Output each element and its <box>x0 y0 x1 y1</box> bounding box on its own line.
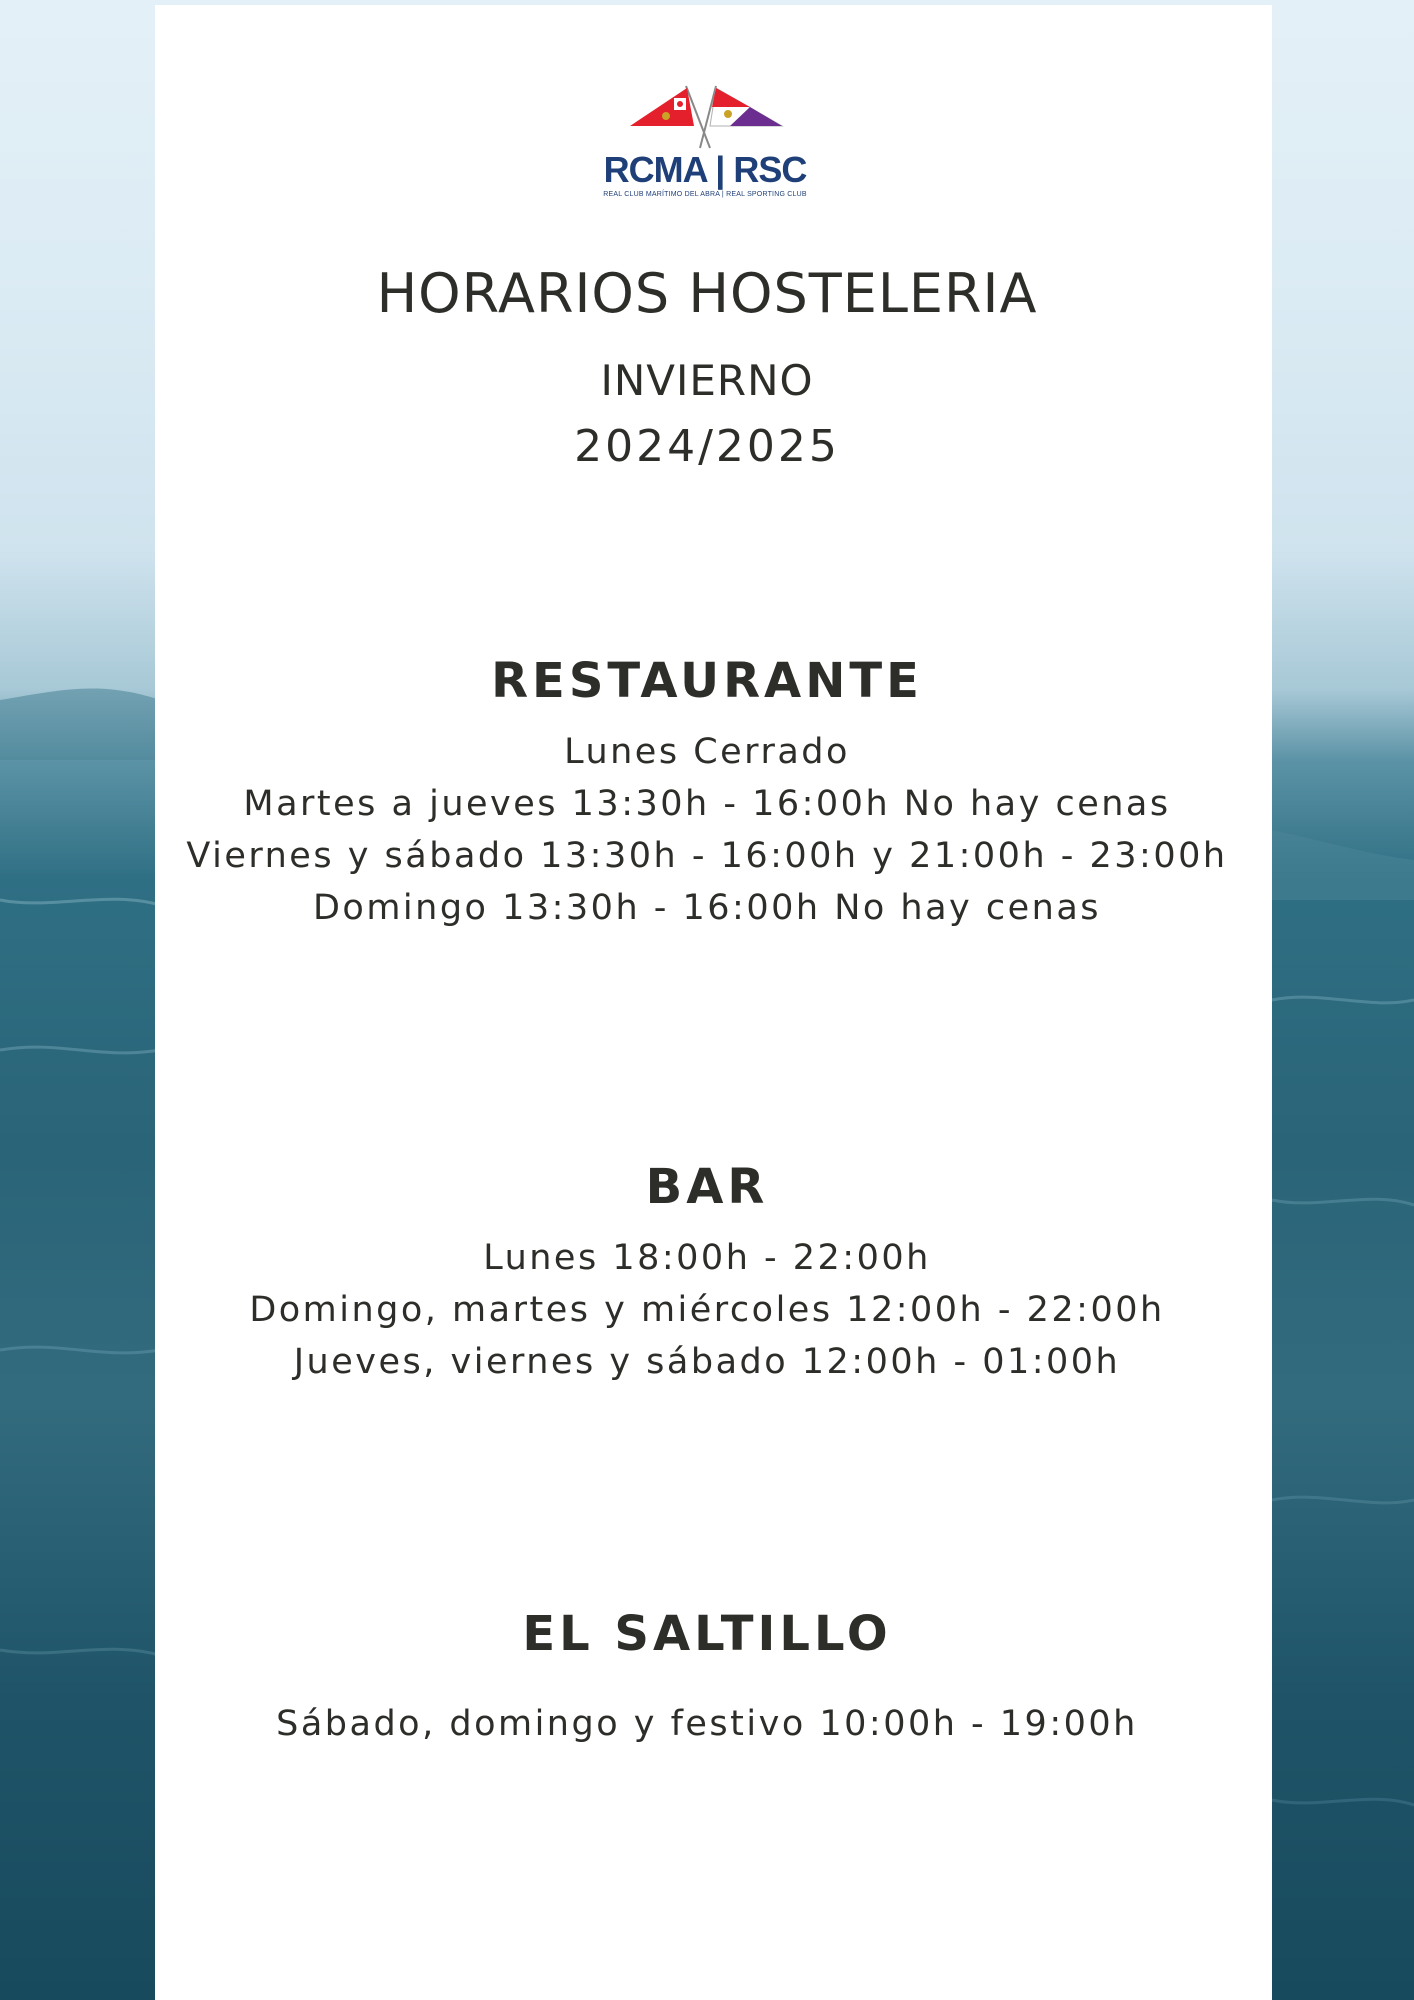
logo-wordmark: RCMA | RSC <box>603 149 807 190</box>
section-title-restaurante: RESTAURANTE <box>491 653 923 709</box>
club-logo <box>600 78 810 206</box>
schedule-line: Jueves, viernes y sábado 12:00h - 01:00h <box>293 1342 1121 1382</box>
schedule-line: Sábado, domingo y festivo 10:00h - 19:00h <box>276 1704 1138 1744</box>
crossed-flags-icon <box>600 78 810 158</box>
schedule-line: Domingo 13:30h - 16:00h No hay cenas <box>312 888 1102 928</box>
logo-subtitle: REAL CLUB MARÍTIMO DEL ABRA | REAL SPORTING CLUB <box>603 191 807 198</box>
section-title-bar: BAR <box>645 1159 769 1215</box>
schedule-line: Domingo, martes y miércoles 12:00h - 22:00h <box>249 1290 1165 1330</box>
season-label: INVIERNO <box>600 356 814 405</box>
section-title-el-saltillo: EL SALTILLO <box>522 1606 892 1662</box>
schedule-line: Viernes y sábado 13:30h - 16:00h y 21:00h - 23:00h <box>186 836 1228 876</box>
schedule-line: Martes a jueves 13:30h - 16:00h No hay cenas <box>243 784 1171 824</box>
page-title: HORARIOS HOSTELERIA <box>376 262 1038 325</box>
schedule-line: Lunes 18:00h - 22:00h <box>483 1238 931 1278</box>
season-years: 2024/2025 <box>574 421 840 472</box>
schedule-line: Lunes Cerrado <box>564 732 850 772</box>
